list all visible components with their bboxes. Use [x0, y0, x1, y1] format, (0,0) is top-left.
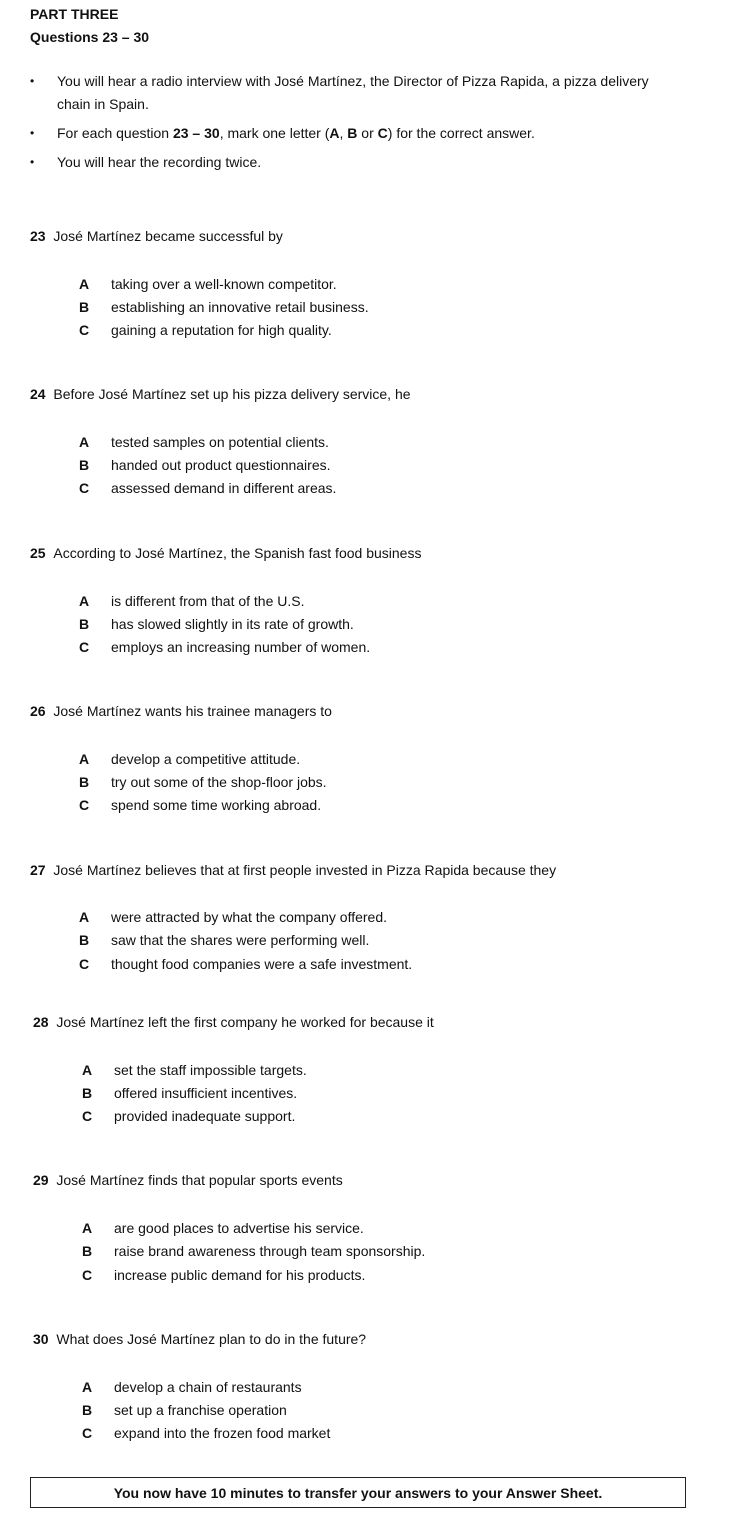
option-text: spend some time working abroad.	[111, 797, 322, 813]
instruction-2-post: ) for the correct answer.	[387, 125, 535, 141]
question-number: 25	[30, 545, 46, 561]
option-letter: C	[82, 1108, 93, 1124]
instruction-2-letter-c: C	[377, 125, 388, 141]
part-title: PART THREE	[30, 6, 119, 22]
question-number: 29	[33, 1172, 49, 1188]
option-letter: B	[82, 1243, 93, 1259]
option-letter: C	[82, 1425, 93, 1441]
option-text: were attracted by what the company offered.	[111, 909, 388, 925]
option-letter: B	[82, 1402, 93, 1418]
option-text: thought food companies were a safe investment.	[111, 956, 413, 972]
option-text: expand into the frozen food market	[114, 1425, 331, 1441]
option-letter: B	[79, 774, 90, 790]
option-letter: B	[79, 932, 90, 948]
option-letter: C	[79, 956, 90, 972]
option-text: has slowed slightly in its rate of growth.	[111, 616, 354, 632]
option-text: develop a chain of restaurants	[114, 1379, 302, 1395]
question-stem: According to José Martínez, the Spanish fast food business	[53, 545, 422, 561]
option-text: assessed demand in different areas.	[111, 480, 337, 496]
option-text: develop a competitive attitude.	[111, 751, 301, 767]
option-text: handed out product questionnaires.	[111, 457, 331, 473]
option-text: is different from that of the U.S.	[111, 593, 305, 609]
question-stem: José Martínez left the first company he worked for because it	[56, 1014, 434, 1030]
option-text: tested samples on potential clients.	[111, 434, 329, 450]
option-text: provided inadequate support.	[114, 1108, 296, 1124]
instruction-1-line-2: chain in Spain.	[57, 96, 149, 112]
option-text: employs an increasing number of women.	[111, 639, 371, 655]
instruction-1-line-1: You will hear a radio interview with José Martínez, the Director of Pizza Rapida, a pizza delivery	[57, 73, 649, 89]
option-letter: B	[79, 616, 90, 632]
questions-range: Questions 23 – 30	[30, 29, 150, 45]
question-number: 27	[30, 862, 46, 878]
option-text: establishing an innovative retail business.	[111, 299, 369, 315]
option-text: set the staff impossible targets.	[114, 1062, 307, 1078]
option-text: set up a franchise operation	[114, 1402, 287, 1418]
instruction-1	[57, 70, 649, 116]
question-stem: José Martínez wants his trainee managers to	[53, 703, 332, 719]
option-letter: A	[79, 276, 90, 292]
question-stem: What does José Martínez plan to do in the future?	[56, 1331, 367, 1347]
option-letter: C	[79, 322, 90, 338]
question-number: 23	[30, 228, 46, 244]
question-stem: Before José Martínez set up his pizza delivery service, he	[53, 386, 411, 402]
answer-sheet-notice-text: You now have 10 minutes to transfer your answers to your Answer Sheet.	[113, 1484, 603, 1501]
option-text: increase public demand for his products.	[114, 1267, 366, 1283]
option-letter: A	[79, 751, 90, 767]
option-letter: C	[79, 639, 90, 655]
option-text: try out some of the shop-floor jobs.	[111, 774, 327, 790]
question-number: 24	[30, 386, 46, 402]
instruction-3: You will hear the recording twice.	[57, 154, 262, 170]
instruction-2-mid: , mark one letter (	[219, 125, 330, 141]
option-letter: C	[79, 480, 90, 496]
option-text: offered insufficient incentives.	[114, 1085, 298, 1101]
option-text: are good places to advertise his service.	[114, 1220, 364, 1236]
option-text: gaining a reputation for high quality.	[111, 322, 332, 338]
option-letter: B	[79, 299, 90, 315]
answer-sheet-notice	[30, 1477, 686, 1508]
bullet-icon: •	[30, 155, 35, 169]
instruction-2-pre: For each question	[57, 125, 173, 141]
option-text: raise brand awareness through team sponsorship.	[114, 1243, 426, 1259]
option-text: saw that the shares were performing well.	[111, 932, 370, 948]
option-letter: A	[82, 1379, 93, 1395]
instruction-2-letter-a: A	[329, 125, 340, 141]
question-number: 28	[33, 1014, 49, 1030]
option-text: taking over a well-known competitor.	[111, 276, 337, 292]
question-number: 26	[30, 703, 46, 719]
instruction-2-or: or	[357, 125, 378, 141]
option-letter: B	[79, 457, 90, 473]
question-number: 30	[33, 1331, 49, 1347]
option-letter: A	[79, 909, 90, 925]
instruction-2-range: 23 – 30	[172, 125, 220, 141]
bullet-icon: •	[30, 74, 35, 88]
option-letter: A	[79, 434, 90, 450]
bullet-icon: •	[30, 126, 35, 140]
option-letter: A	[82, 1220, 93, 1236]
option-letter: B	[82, 1085, 93, 1101]
instruction-2-comma: ,	[339, 125, 348, 141]
question-stem: José Martínez believes that at first people invested in Pizza Rapida because they	[53, 862, 557, 878]
option-letter: C	[82, 1267, 93, 1283]
question-stem: José Martínez became successful by	[53, 228, 283, 244]
question-stem: José Martínez finds that popular sports events	[56, 1172, 343, 1188]
option-letter: A	[82, 1062, 93, 1078]
option-letter: C	[79, 797, 90, 813]
instruction-2-letter-b: B	[347, 125, 358, 141]
instruction-2	[57, 122, 535, 145]
option-letter: A	[79, 593, 90, 609]
